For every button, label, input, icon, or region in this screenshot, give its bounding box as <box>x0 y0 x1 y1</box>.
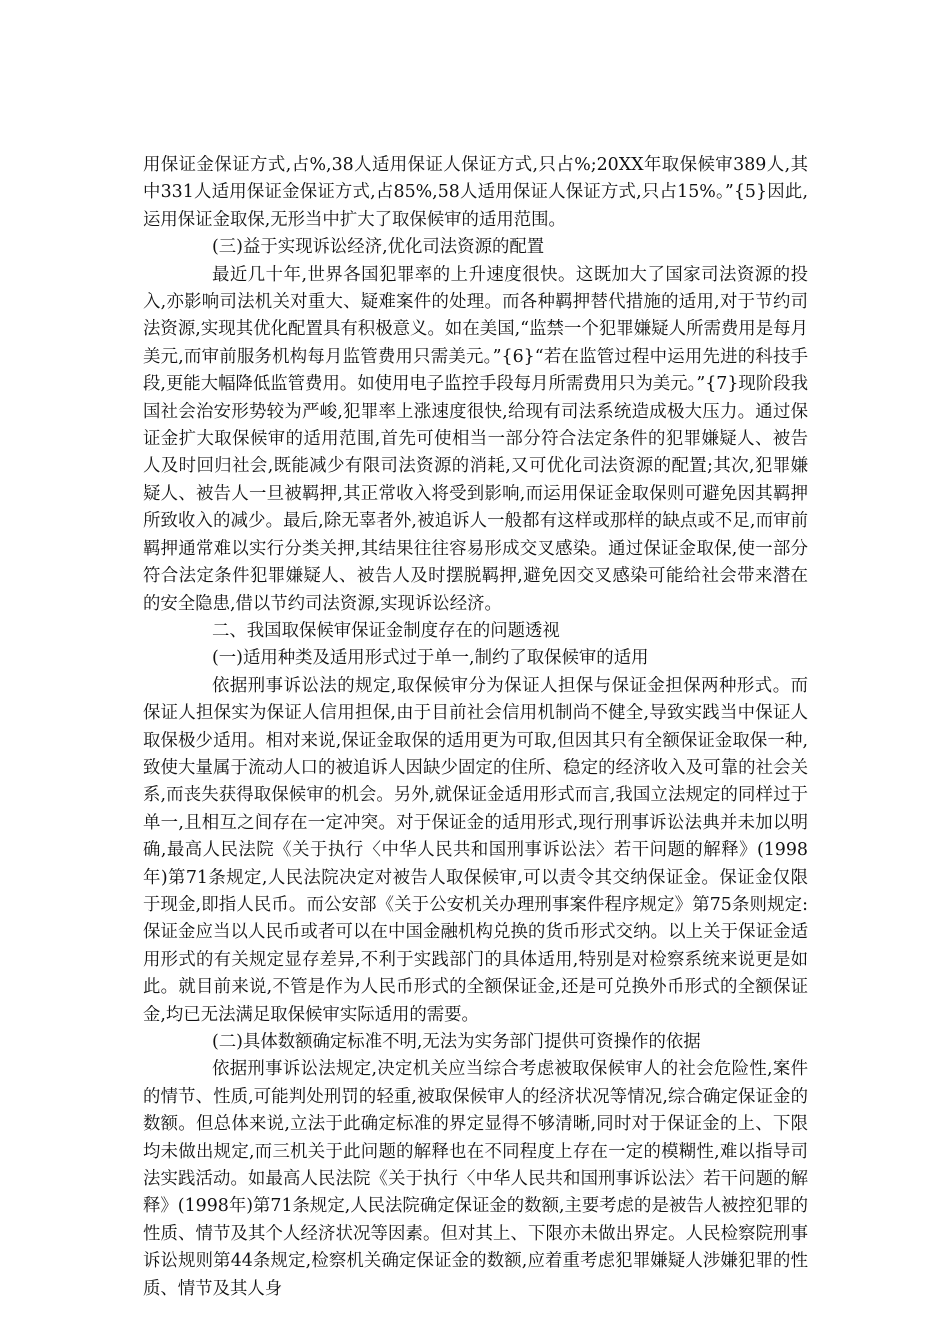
paragraph-amount-standards: 依据刑事诉讼法规定,决定机关应当综合考虑被取保候审人的社会危险性,案件的情节、性质,可能判处刑罚的轻重,被取保候审人的经济状况等情况,综合确定保证金的数额。但总体来说,立法于此确定标准的界定显得不够清晰,同时对于保证金的上、下限均未做出规定,而三机关于此问题的解释也在不同程度上存在一定的模糊性,难以指导司法实践活动。如最高人民法院《关于执行〈中华人民共和国刑事诉讼法〉若干问题的解释》(1998年)第71条规定,人民法院确定保证金的数额,主要考虑的是被告人被控犯罪的性质、情节及其个人经济状况等因素。但对其上、下限亦未做出界定。人民检察院刑事诉讼规则第44条规定,检察机关确定保证金的数额,应着重考虑犯罪嫌疑人涉嫌犯罪的性质、情节及其人身 <box>143 1059 808 1299</box>
paragraph-continuation: 用保证金保证方式,占%,38人适用保证人保证方式,只占%;20XX年取保候审389人,其中331人适用保证金保证方式,占85%,58人适用保证人保证方式,只占15%。”{5}因此,运用保证金取保,无形当中扩大了取保候审的适用范围。 <box>143 155 808 230</box>
subsection-heading-one: (一)适用种类及适用形式过于单一,制约了取保候审的适用 <box>212 648 649 669</box>
section-heading-problems: 二、我国取保候审保证金制度存在的问题透视 <box>212 620 560 641</box>
document-body <box>143 152 808 1303</box>
section-heading-three: (三)益于实现诉讼经济,优化司法资源的配置 <box>212 237 545 258</box>
subsection-heading-two: (二)具体数额确定标准不明,无法为实务部门提供可资操作的依据 <box>212 1032 701 1052</box>
paragraph-application-forms: 依据刑事诉讼法的规定,取保候审分为保证人担保与保证金担保两种形式。而保证人担保实为保证人信用担保,由于目前社会信用机制尚不健全,导致实践当中保证人取保极少适用。相对来说,保证金取保的适用更为可取,但因其只有全额保证金取保一种,致使大量属于流动人口的被追诉人因缺少固定的住所、稳定的经济收入及可靠的社会关系,而丧失获得取保候审的机会。另外,就保证金适用形式而言,我国立法规定的同样过于单一,且相互之间存在一定冲突。对于保证金的适用形式,现行刑事诉讼法典并未加以明确,最高人民法院《关于执行〈中华人民共和国刑事诉讼法〉若干问题的解释》(1998年)第71条规定,人民法院决定对被告人取保候审,可以责令其交纳保证金。保证金仅限于现金,即指人民币。而公安部《关于公安机关办理刑事案件程序规定》第75条则规定:保证金应当以人民币或者可以在中国金融机构兑换的货币形式交纳。以上关于保证金适用形式的有关规定显存差异,不利于实践部门的具体适用,特别是对检察系统来说更是如此。就目前来说,不管是作为人民币形式的全额保证金,还是可兑换外币形式的全额保证金,均已无法满足取保候审实际适用的需要。 <box>143 675 808 1025</box>
paragraph-litigation-economy: 最近几十年,世界各国犯罪率的上升速度很快。这既加大了国家司法资源的投入,亦影响司法机关对重大、疑难案件的处理。而各种羁押替代措施的适用,对于节约司法资源,实现其优化配置具有积极意义。如在美国,“监禁一个犯罪嫌疑人所需费用是每月美元,而审前服务机构每月监管费用只需美元。”{6}“若在监管过程中运用先进的科技手段,更能大幅降低监管费用。如使用电子监控手段每月所需费用只为美元。”{7}现阶段我国社会治安形势较为严峻,犯罪率上涨速度很快,给现有司法系统造成极大压力。通过保证金扩大取保候审的适用范围,首先可使相当一部分符合法定条件的犯罪嫌疑人、被告人及时回归社会,既能减少有限司法资源的消耗,又可优化司法资源的配置;其次,犯罪嫌疑人、被告人一旦被羁押,其正常收入将受到影响,而运用保证金取保则可避免因其羁押所致收入的减少。最后,除无辜者外,被追诉人一般都有这样或那样的缺点或不足,而审前羁押通常难以实行分类关押,其结果往往容易形成交叉感染。通过保证金取保,使一部分符合法定条件犯罪嫌疑人、被告人及时摆脱羁押,避免因交叉感染可能给社会带来潜在的安全隐患,借以节约司法资源,实现诉讼经济。 <box>143 264 808 614</box>
